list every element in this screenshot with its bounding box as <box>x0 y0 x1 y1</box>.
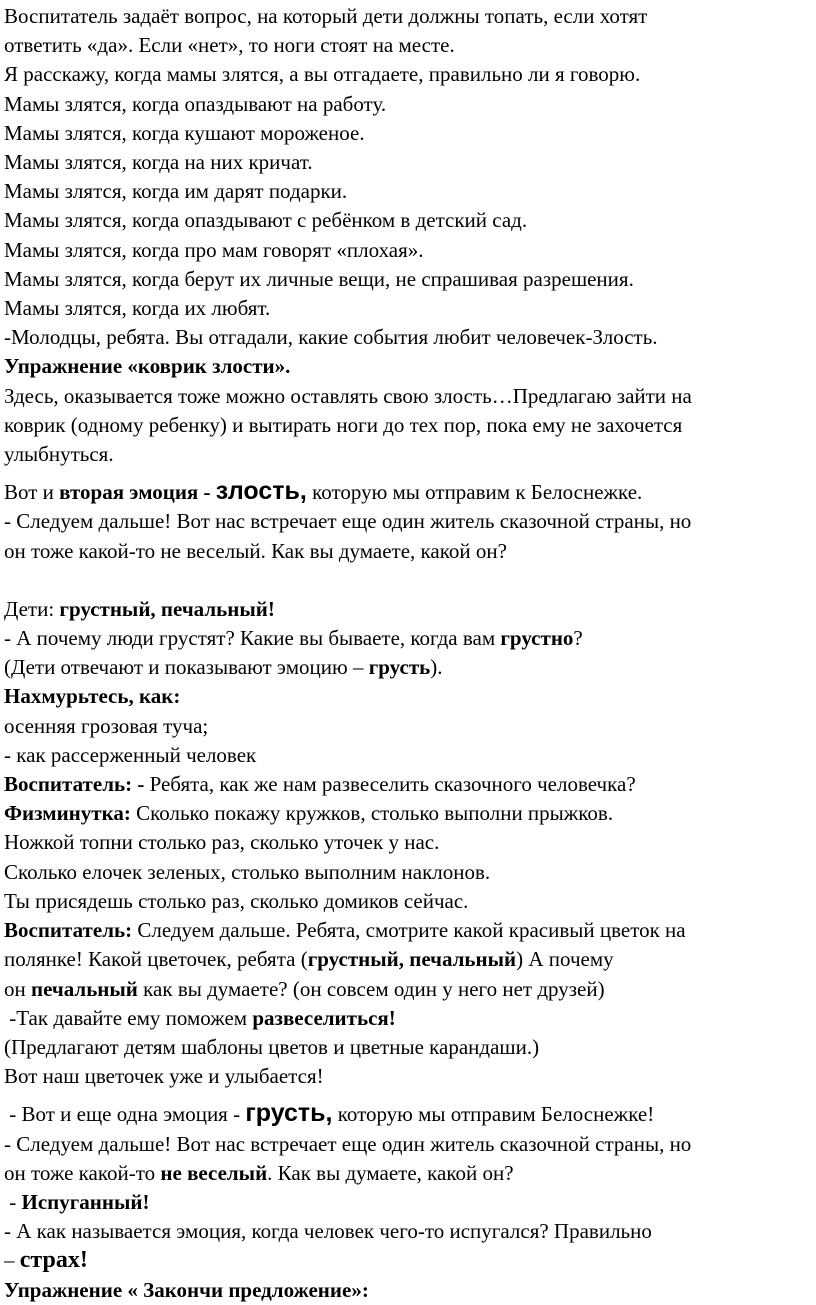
text-line: Ты присядешь столько раз, сколько домиков сейчас. <box>4 888 469 913</box>
text-line: - Следуем дальше! Вот нас встречает еще один житель сказочной страны, но <box>4 509 692 534</box>
text-line: Мамы злятся, когда берут их личные вещи, не спрашивая разрешения. <box>4 266 634 291</box>
text-line: Ножкой топни столько раз, сколько уточек у нас. <box>4 830 440 855</box>
exercise-heading-finish-sentence: Упражнение « Закончи предложение»: <box>4 1277 369 1302</box>
flower-question-line: полянке! Какой цветочек, ребята (грустный, печальный) А почему <box>4 947 614 972</box>
paragraph-next-resident <box>4 507 806 565</box>
scared-line: - Испуганный! <box>4 1189 150 1214</box>
text-line: коврик (одному ребенку) и вытирать ноги до тех пор, пока ему не захочется <box>4 412 683 437</box>
text-line: (Предлагают детям шаблоны цветов и цветные карандаши.) <box>4 1034 540 1059</box>
text-line: Воспитатель задаёт вопрос, на который дети должны топать, если хотят <box>4 4 648 28</box>
flower-sad-line: он печальный как вы думаете? (он совсем один у него нет друзей) <box>4 976 605 1001</box>
text-line: -Молодцы, ребята. Вы отгадали, какие события любит человечек-Злость. <box>4 325 658 350</box>
frown-heading: Нахмурьтесь, как: <box>4 684 181 709</box>
text-line: улыбнуться. <box>4 442 114 467</box>
not-cheerful-line: он тоже какой-то не веселый. Как вы думаете, какой он? <box>4 1160 514 1185</box>
text-line: Мамы злятся, когда опаздывают с ребёнком в детский сад. <box>4 208 528 233</box>
paragraph-mom-anger <box>4 2 806 352</box>
emotion-word-fear: страх! <box>19 1247 88 1274</box>
text-line: - как рассерженный человек <box>4 742 257 767</box>
paragraph-anger-rug <box>4 382 806 470</box>
text-line: Сколько елочек зеленых, столько выполним наклонов. <box>4 859 491 884</box>
emotion-sadness-line: - Вот и еще одна эмоция - грусть, которую мы отправим Белоснежке! <box>4 1099 655 1128</box>
text-line: ответить «да». Если «нет», то ноги стоят на месте. <box>4 33 455 58</box>
text-line: Мамы злятся, когда им дарят подарки. <box>4 179 348 204</box>
text-line: Мамы злятся, когда про мам говорят «плохая». <box>4 237 424 262</box>
question-sadness-line: - А почему люди грустят? Какие вы бываете, когда вам грустно? <box>4 626 583 651</box>
text-line: Я расскажу, когда мамы злятся, а вы отгадаете, правильно ли я говорю. <box>4 62 641 87</box>
text-line: он тоже какой-то не веселый. Как вы думаете, какой он? <box>4 538 507 563</box>
text-line: - Следуем дальше! Вот нас встречает еще один житель сказочной страны, но <box>4 1131 692 1156</box>
emotion-anger-line: Вот и вторая эмоция - злость, которую мы отправим к Белоснежке. <box>4 477 643 506</box>
text-line: Мамы злятся, когда на них кричат. <box>4 150 313 175</box>
fizminutka-line: Физминутка: Сколько покажу кружков, столько выполни прыжков. <box>4 801 614 826</box>
teacher-flower-line: Воспитатель: Следуем дальше. Ребята, смотрите какой красивый цветок на <box>4 918 686 943</box>
cheer-up-line: -Так давайте ему поможем развеселиться! <box>4 1005 396 1030</box>
exercise-heading-anger-rug: Упражнение «коврик злости». <box>4 354 291 379</box>
text-line: Мамы злятся, когда опаздывают на работу. <box>4 91 387 116</box>
text-line: Мамы злятся, когда кушают мороженое. <box>4 120 365 145</box>
kids-show-emotion-line: (Дети отвечают и показывают эмоцию – грусть). <box>4 655 443 680</box>
text-line: осенняя грозовая туча; <box>4 713 209 738</box>
emotion-word-sadness: грусть, <box>245 1099 333 1128</box>
emotion-word-anger: злость, <box>215 477 307 506</box>
kids-answer-line: Дети: грустный, печальный! <box>4 596 275 621</box>
fear-answer-line: – страх! <box>4 1247 88 1274</box>
text-line: Мамы злятся, когда их любят. <box>4 296 271 321</box>
teacher-question-line: Воспитатель: - Ребята, как же нам развеселить сказочного человечка? <box>4 772 636 797</box>
text-line: Вот наш цветочек уже и улыбается! <box>4 1064 324 1089</box>
text-line: Здесь, оказывается тоже можно оставлять свою злость…Предлагаю зайти на <box>4 383 692 408</box>
text-line: - А как называется эмоция, когда человек чего-то испугался? Правильно <box>4 1219 652 1244</box>
